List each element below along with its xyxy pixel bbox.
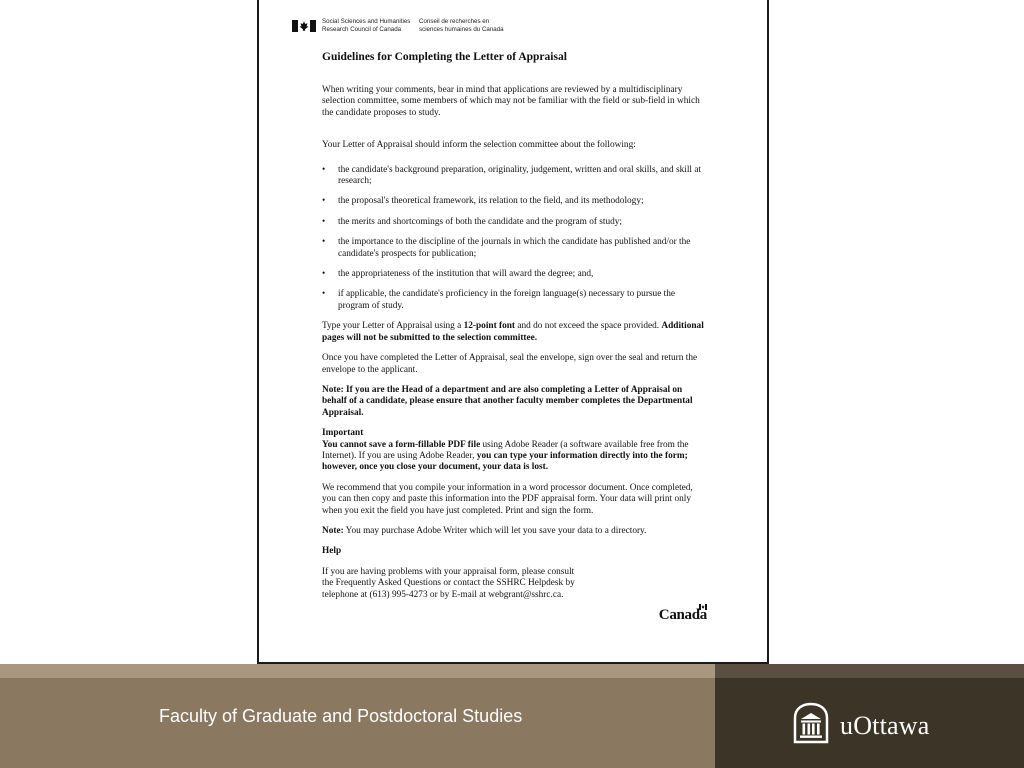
agency-name-fr: Conseil de recherches en sciences humaines du Canada <box>419 18 504 33</box>
seal-instruction: Once you have completed the Letter of Appraisal, seal the envelope, sign over the seal and return the envelope to the applicant. <box>322 353 698 375</box>
recommend-paragraph: We recommend that you compile your information in a word processor document. Once completed, you can then copy and paste this information into the PDF appraisal form. Your data will print only when you exit the field you have just completed. Print and sign the form. <box>322 482 693 516</box>
list-item: • if applicable, the candidate's proficiency in the foreign language(s) necessary to pursue the program of study. <box>322 289 707 312</box>
agency-name-en: Social Sciences and Humanities Research Council of Canada <box>322 18 411 33</box>
help-paragraph: If you are having problems with your appraisal form, please consult the Frequently Asked Questions or contact the SSHRC Helpdesk by telephone at (613) 995-4273 or by E-mail at webgrant@sshrc.ca. <box>322 566 575 600</box>
list-item: • the candidate's background preparation, originality, judgement, written and oral skills, and skill at research; <box>322 165 707 188</box>
important-paragraph: You cannot save a form-fillable PDF file using Adobe Reader (a software available free from the Internet). If you are using Adobe Reader, you can type your information directly into the form; however, once you close your document, your data is lost. <box>322 439 689 473</box>
canada-wordmark: Canada <box>658 607 707 623</box>
list-item: • the appropriateness of the institution that will award the degree; and, <box>322 269 707 280</box>
list-item: • the importance to the discipline of the journals in which the candidate has published and/or the candidate's prospects for publication; <box>322 237 707 260</box>
writer-note: Note: You may purchase Adobe Writer which will let you save your data to a directory. <box>322 525 647 536</box>
document-page <box>257 0 769 664</box>
intro-paragraph: When writing your comments, bear in mind that applications are reviewed by a multidisciplinary selection committee, some members of which may not be familiar with the field or sub-field in which the candidate proposes to study. <box>322 85 700 118</box>
help-heading: Help <box>322 546 342 557</box>
inform-lead: Your Letter of Appraisal should inform the selection committee about the following: <box>322 140 636 151</box>
criteria-list <box>322 165 707 313</box>
font-instruction: Type your Letter of Appraisal using a 12-point font and do not exceed the space provided. Additional pages will not be submitted to the selection committee. <box>322 321 704 343</box>
uottawa-wordmark: uOttawa <box>840 711 930 740</box>
faculty-name: Faculty of Graduate and Postdoctoral Studies <box>159 706 523 726</box>
list-item: • the proposal's theoretical framework, its relation to the field, and its methodology; <box>322 196 707 207</box>
canada-flag-icon <box>292 20 316 32</box>
document-content <box>322 50 707 601</box>
document-title: Guidelines for Completing the Letter of Appraisal <box>322 51 567 63</box>
important-heading: Important <box>322 428 364 439</box>
head-note: Note: If you are the Head of a department and are also completing a Letter of Appraisal on behalf of a candidate, please ensure that another faculty member completes the Departmental Appraisal. <box>322 384 693 418</box>
list-item: • the merits and shortcomings of both the candidate and the program of study; <box>322 217 707 228</box>
uottawa-building-icon <box>793 702 829 744</box>
